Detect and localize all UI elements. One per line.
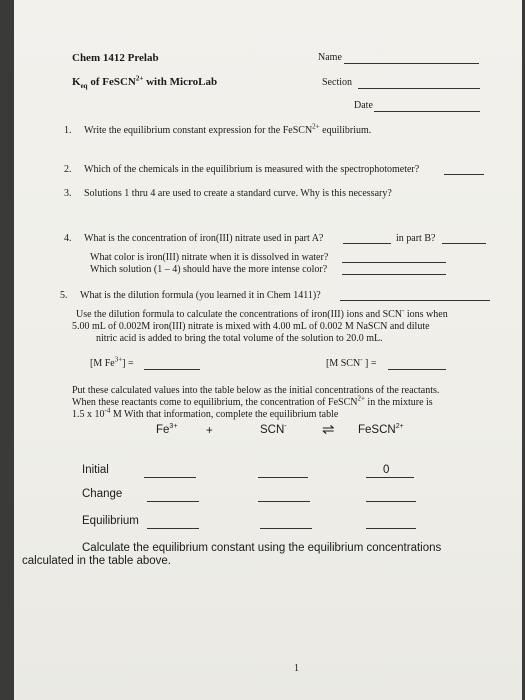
q4-intensity-line[interactable] [342, 274, 446, 275]
q5-number: 5. [60, 290, 68, 301]
section-label: Section [322, 77, 352, 88]
instructions-line1: Put these calculated values into the table below as the initial concentrations of the reactants. [72, 385, 440, 396]
q5-paragraph-line2: 5.00 mL of 0.002M iron(III) nitrate is mixed with 4.00 mL of 0.002 M NaSCN and dilute [72, 321, 430, 332]
q2-answer-line[interactable] [444, 174, 484, 175]
row-change-label: Change [82, 488, 123, 500]
equilibrium-fe-line[interactable] [147, 528, 199, 529]
course-title: Chem 1412 Prelab [72, 52, 159, 64]
q5-paragraph-line3: nitric acid is added to bring the total volume of the solution to 20.0 mL. [96, 333, 383, 344]
scn-concentration-label: [M SCN- ] = [326, 355, 377, 369]
q5-answer-line[interactable] [340, 300, 490, 301]
equilibrium-fescn-line[interactable] [366, 528, 416, 529]
fe-concentration-line[interactable] [144, 369, 200, 370]
row-initial-label: Initial [82, 464, 109, 476]
q3-number: 3. [64, 188, 72, 199]
q2-text: Which of the chemicals in the equilibrium is measured with the spectrophotometer? [84, 164, 420, 175]
q4-color-line[interactable] [342, 262, 446, 263]
q3-text: Solutions 1 thru 4 are used to create a standard curve. Why is this necessary? [84, 188, 392, 199]
scn-concentration-line[interactable] [388, 369, 446, 370]
equilibrium-arrow-icon: ⇌ [322, 421, 335, 438]
row-equilibrium-label: Equilibrium [82, 515, 139, 527]
q4-part-b-line[interactable] [442, 243, 486, 244]
initial-fescn-value: 0 [383, 464, 390, 476]
change-fescn-line[interactable] [366, 501, 416, 502]
fescn-header: FeSCN$^{2+}$ [358, 423, 404, 436]
change-scn-line[interactable] [258, 501, 310, 502]
worksheet-page [14, 0, 522, 700]
q4-number: 4. [64, 233, 72, 244]
scn-header: SCN- [260, 423, 287, 436]
q4-color-question: What color is iron(III) nitrate when it is dissolved in water? [90, 252, 329, 263]
fe-concentration-label: [M $Fe^{3+}$] = [90, 355, 134, 369]
q4-intensity-question: Which solution (1 – 4) should have the more intense color? [90, 264, 328, 275]
plus-sign: + [206, 425, 213, 437]
q4-part-a-line[interactable] [343, 243, 391, 244]
date-line[interactable] [374, 111, 480, 112]
equilibrium-scn-line[interactable] [260, 528, 312, 529]
fe-header: $Fe^{3+}$ [156, 423, 178, 436]
name-label: Name [318, 52, 342, 63]
initial-fe-line[interactable] [144, 477, 196, 478]
final-question-line1: Calculate the equilibrium constant using the equilibrium concentrations [82, 542, 442, 554]
q5-paragraph-line1: Use the dilution formula to calculate the concentrations of iron(III) ions and SCN- ions when [76, 306, 448, 320]
change-fe-line[interactable] [147, 501, 199, 502]
name-line[interactable] [344, 63, 479, 64]
page-number: 1 [294, 663, 299, 674]
q1-text: Write the equilibrium constant expression for the FeSCN$^{2+}$ equilibrium. [84, 122, 372, 136]
section-line[interactable] [358, 88, 480, 89]
final-question-line2: calculated in the table above. [22, 555, 171, 567]
instructions-line3: 1.5 x $10^{-4}$ M With that information, complete the equilibrium table [72, 406, 339, 420]
q4-part-b-label: in part B? [396, 233, 436, 244]
initial-scn-line[interactable] [258, 477, 308, 478]
instructions-line2: When these reactants come to equilibrium, the concentration of FeSCN$^{2+}$ in the mixture is [72, 394, 433, 408]
lab-title: $K_{eq}$ of FeSCN$^{2+}$ with MicroLab [72, 74, 218, 91]
q1-number: 1. [64, 125, 72, 136]
initial-fescn-line[interactable] [366, 477, 414, 478]
q2-number: 2. [64, 164, 72, 175]
q5-text: What is the dilution formula (you learned it in Chem 1411)? [80, 290, 321, 301]
date-label: Date [354, 100, 373, 111]
q4-text: What is the concentration of iron(III) nitrate used in part A? [84, 233, 324, 244]
